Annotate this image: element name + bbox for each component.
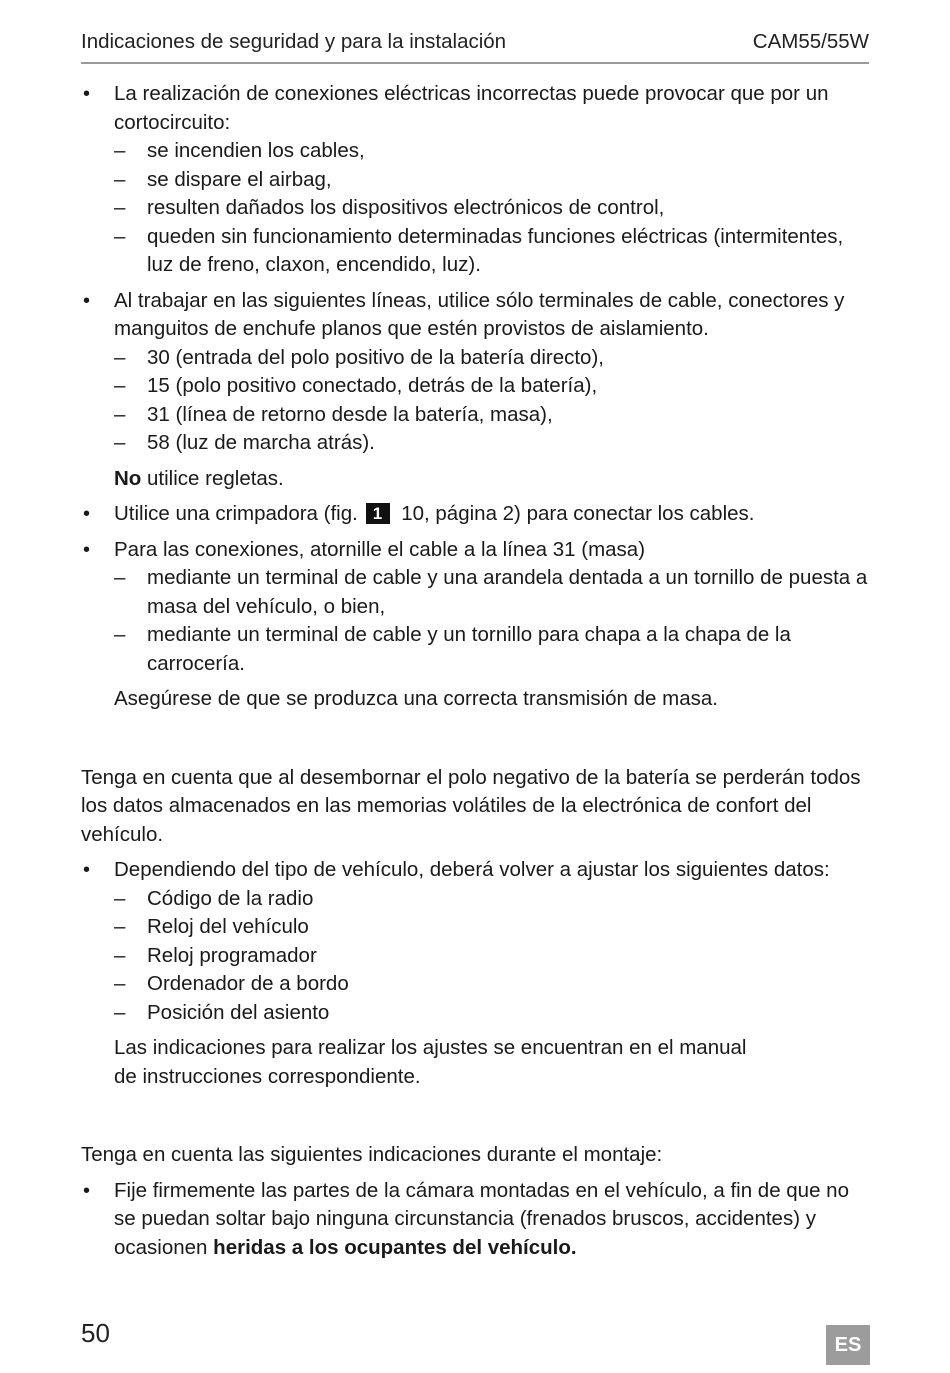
note [114,465,871,494]
battery-paragraph: Tenga en cuenta que al desembornar el polo negativo de la batería se perderán todos los datos almacenados en las memorias volátiles de la electrónica de confort del vehículo. [81,765,861,846]
bullet-text-cont: 10, página 2) para conectar los cables. [395,502,755,525]
list-item: – Reloj programador [114,942,871,971]
list-item: – 58 (luz de marcha atrás). [114,429,871,458]
bullet-short-circuit [81,80,871,280]
list-item: – 15 (polo positivo conectado, detrás de la batería), [114,372,871,401]
list-item: – Posición del asiento [114,999,871,1028]
list-item: – Reloj del vehículo [114,913,871,942]
list-item: – mediante un terminal de cable y una arandela dentada a un tornillo de puesta a masa del vehículo, o bien, [114,564,871,621]
figure-number-badge: 1 [366,503,390,524]
bullet-text: • La realización de conexiones eléctricas incorrectas puede provocar que por un cortocircuito: [114,82,829,134]
list-item: – Ordenador de a bordo [114,970,871,999]
list-item: – 30 (entrada del polo positivo de la batería directo), [114,344,871,373]
bullet-vehicle-data [81,856,871,1091]
bullet-mounting [81,1177,871,1263]
page-number: 50 [81,1318,110,1348]
note: Las indicaciones para realizar los ajustes se encuentran en el manual de instrucciones correspondiente. [114,1036,747,1088]
list-item: – resulten dañados los dispositivos electrónicos de control, [114,194,871,223]
section-title: Indicaciones de seguridad y para la instalación [81,30,507,53]
list-item: – se dispare el airbag, [114,166,871,195]
list-item: – queden sin funcionamiento determinadas funciones eléctricas (intermitentes, luz de freno, claxon, encendido, luz). [114,223,871,280]
bullet-text: Utilice una crimpadora (fig. [114,502,364,525]
model-name: CAM55/55W [752,30,869,53]
bullet-crimper [81,500,871,529]
bullet-text: • Al trabajar en las siguientes líneas, utilice sólo terminales de cable, conectores y manguitos de enchufe planos que estén provistos de aislamiento. [114,288,845,340]
bullet-bold-text: heridas a los ocupantes del vehículo. [213,1235,577,1259]
mounting-paragraph: Tenga en cuenta las siguientes indicaciones durante el montaje: [81,1143,663,1166]
note-bold: No [114,466,142,490]
spacer [81,721,871,764]
bullet-text: • Dependiendo del tipo de vehículo, deberá volver a ajustar los siguientes datos: [114,858,830,881]
list-item: – se incendien los cables, [114,137,871,166]
bullet-lines [81,287,871,494]
list-item: – 31 (línea de retorno desde la batería, masa), [114,401,871,430]
note-text: utilice regletas. [141,466,284,490]
note: Asegúrese de que se produzca una correcta transmisión de masa. [114,687,718,710]
bullet-text: Fije firmemente las partes de la cámara montadas en el vehículo, a fin de que no se puedan soltar bajo ninguna circunstancia (frenados bruscos, accidentes) y ocasionen [114,1178,849,1259]
language-badge: ES [826,1325,870,1365]
page-content [81,80,871,1269]
spacer [81,1098,871,1141]
bullet-text: • Para las conexiones, atornille el cable a la línea 31 (masa) [114,537,646,561]
bullet-ground [81,536,871,714]
list-item: – mediante un terminal de cable y un tornillo para chapa a la chapa de la carrocería. [114,621,871,678]
page-header [81,30,869,64]
list-item: – Código de la radio [114,885,871,914]
